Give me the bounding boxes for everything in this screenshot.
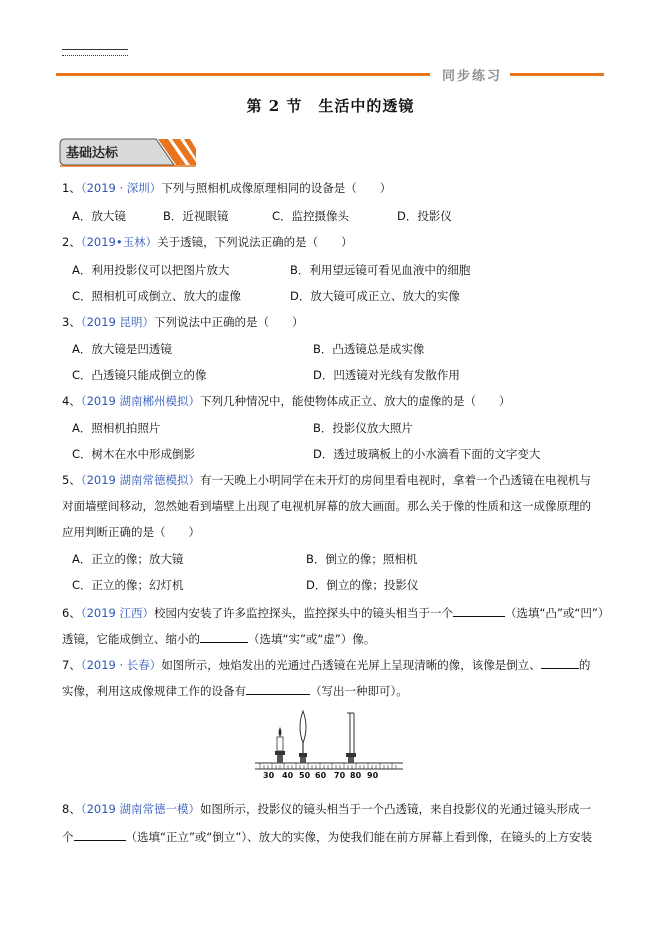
answer-blank[interactable] bbox=[246, 682, 310, 695]
question-5-line-1 bbox=[62, 472, 591, 488]
question-number: 4、 bbox=[62, 394, 81, 408]
question-source: （2019 江西） bbox=[80, 606, 154, 620]
ruler-tick: 60 bbox=[315, 771, 327, 780]
answer-blank[interactable] bbox=[200, 630, 248, 643]
option-b: B．凸透镜总是成实像 bbox=[313, 342, 425, 356]
header-tab-label: 同步练习 bbox=[442, 69, 503, 84]
question-text: 校园内安装了许多监控探头，监控探头中的镜头相当于一个 bbox=[154, 606, 453, 620]
question-text: 下列几种情况中，能使物体成正立、放大的虚像的是（ ） bbox=[200, 394, 511, 408]
question-source: （2019 · 深圳） bbox=[80, 181, 162, 195]
question-8-line-1 bbox=[62, 801, 591, 817]
question-text: 的 bbox=[578, 658, 591, 672]
option-b: B．近视眼镜 bbox=[163, 209, 229, 223]
option-c: C．树木在水中形成倒影 bbox=[72, 447, 196, 461]
option-c: C．监控摄像头 bbox=[272, 209, 350, 223]
question-5-line-2: 对面墙壁间移动，忽然她看到墙壁上出现了电视机屏幕的放大画面。那么关于像的性质和这一成像原理的 bbox=[62, 499, 591, 513]
question-number: 6、 bbox=[62, 606, 81, 620]
header-rule-left bbox=[56, 73, 430, 76]
section-badge bbox=[56, 136, 196, 168]
question-source: （2019 · 长春） bbox=[80, 658, 162, 672]
question-6-line-2 bbox=[62, 630, 375, 647]
answer-blank[interactable] bbox=[541, 656, 579, 669]
optical-bench-figure bbox=[255, 707, 403, 787]
question-number: 5、 bbox=[62, 473, 81, 487]
option-d: D．凹透镜对光线有发散作用 bbox=[313, 368, 460, 382]
question-text: （选填“凸”或“凹”） bbox=[505, 606, 610, 620]
question-number: 8、 bbox=[62, 802, 81, 816]
question-6-line-1 bbox=[62, 604, 609, 621]
option-b: B．利用望远镜可看见血液中的细胞 bbox=[290, 263, 471, 277]
ruler-tick-labels bbox=[255, 771, 403, 783]
candle-icon bbox=[275, 727, 285, 763]
option-d: D．投影仪 bbox=[397, 209, 452, 223]
option-a: A．正立的像；放大镜 bbox=[72, 552, 184, 566]
option-b: B．投影仪放大照片 bbox=[313, 421, 413, 435]
top-mark bbox=[62, 49, 128, 56]
question-text: 有一天晚上小明同学在未开灯的房间里看电视时，拿着一个凸透镜在电视机与 bbox=[200, 473, 591, 487]
option-a: A．照相机拍照片 bbox=[72, 421, 161, 435]
option-c: C．正立的像；幻灯机 bbox=[72, 578, 184, 592]
question-text: （写出一种即可）。 bbox=[310, 684, 408, 698]
option-c: C．凸透镜只能成倒立的像 bbox=[72, 368, 207, 382]
question-source: （2019 湖南常德一模） bbox=[80, 802, 200, 816]
question-text: 如图所示，烛焰发出的光通过凸透镜在光屏上呈现清晰的像，该像是倒立、 bbox=[161, 658, 541, 672]
ruler-tick: 40 bbox=[282, 771, 294, 780]
page-title: 第 2 节 生活中的透镜 bbox=[246, 97, 415, 115]
question-source: （2019•玉林） bbox=[80, 235, 158, 249]
option-c: C．照相机可成倒立、放大的虚像 bbox=[72, 289, 242, 303]
question-number: 3、 bbox=[62, 315, 81, 329]
option-a: A．利用投影仪可以把图片放大 bbox=[72, 263, 230, 277]
question-4 bbox=[62, 393, 511, 409]
convex-lens-icon bbox=[299, 711, 307, 763]
option-d: D．透过玻璃板上的小水滴看下面的文字变大 bbox=[313, 447, 541, 461]
question-7-line-2 bbox=[62, 682, 408, 699]
question-text: 关于透镜，下列说法正确的是（ ） bbox=[157, 235, 353, 249]
answer-blank[interactable] bbox=[453, 604, 505, 617]
question-number: 1、 bbox=[62, 181, 81, 195]
ruler-tick: 70 bbox=[334, 771, 346, 780]
question-text: 如图所示，投影仪的镜头相当于一个凸透镜，来自投影仪的光通过镜头形成一 bbox=[200, 802, 591, 816]
option-a: A．放大镜 bbox=[72, 209, 126, 223]
question-text: （选填“正立”或“倒立”）、放大的实像，为使我们能在前方屏幕上看到像，在镜头的上方安装 bbox=[125, 830, 593, 844]
section-badge-label: 基础达标 bbox=[66, 146, 119, 161]
question-2 bbox=[62, 234, 353, 250]
question-source: （2019 湖南郴州模拟） bbox=[80, 394, 200, 408]
light-screen-icon bbox=[346, 713, 356, 763]
question-number: 2、 bbox=[62, 235, 81, 249]
option-d: D．倒立的像；投影仪 bbox=[306, 578, 419, 592]
ruler-tick: 50 bbox=[299, 771, 311, 780]
answer-blank[interactable] bbox=[74, 828, 126, 841]
question-5-line-3: 应用判断正确的是（ ） bbox=[62, 525, 200, 539]
question-8-line-2 bbox=[62, 828, 592, 845]
option-b: B．倒立的像；照相机 bbox=[306, 552, 418, 566]
ruler-tick: 30 bbox=[263, 771, 275, 780]
option-a: A．放大镜是凹透镜 bbox=[72, 342, 172, 356]
question-3 bbox=[62, 314, 304, 330]
question-text: 个 bbox=[62, 830, 74, 844]
option-d: D．放大镜可成正立、放大的实像 bbox=[290, 289, 460, 303]
question-1 bbox=[62, 180, 391, 196]
question-text: 下列说法中正确的是（ ） bbox=[154, 315, 304, 329]
header-rule-right bbox=[510, 73, 604, 76]
question-text: 下列与照相机成像原理相同的设备是（ ） bbox=[161, 181, 392, 195]
question-text: （选填“实”或“虚”）像。 bbox=[248, 632, 376, 646]
ruler-tick: 90 bbox=[367, 771, 379, 780]
question-number: 7、 bbox=[62, 658, 81, 672]
ruler-tick: 80 bbox=[350, 771, 362, 780]
question-source: （2019 昆明） bbox=[80, 315, 154, 329]
question-7-line-1 bbox=[62, 656, 590, 673]
question-source: （2019 湖南常德模拟） bbox=[80, 473, 200, 487]
question-text: 透镜，它能成倒立、缩小的 bbox=[62, 632, 200, 646]
question-text: 实像，利用这成像规律工作的设备有 bbox=[62, 684, 246, 698]
